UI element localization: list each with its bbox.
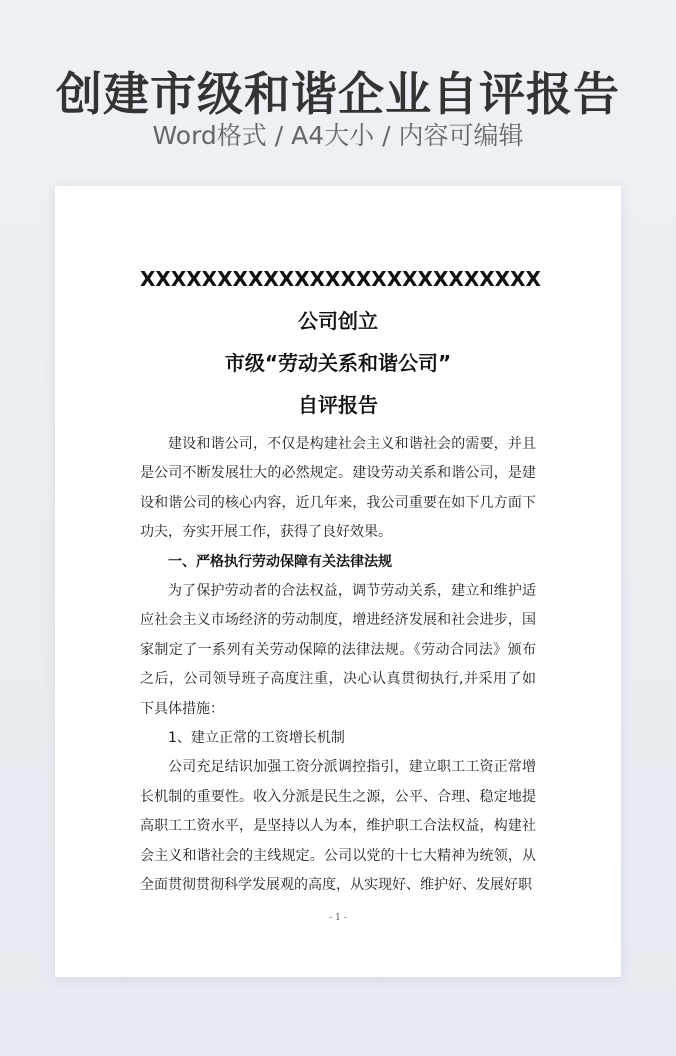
banner-title: 创建市级和谐企业自评报告 [56, 67, 620, 121]
paragraph-laws: 为了保护劳动者的合法权益，调节劳动关系，建立和维护适应社会主义市场经济的劳动制度，增进经济发展和社会进步，国家制定了一系列有关劳动保障的法律法规。《劳动合同法》颁布之后，公司领导班子高度注重，决心认真贯彻执行,并采用了如下具体措施： [140, 583, 536, 717]
paragraph-intro: 建设和谐公司，不仅是构建社会主义和谐社会的需要，并且是公司不断发展壮大的必然规定。建设劳动关系和谐公司，是建设和谐公司的核心内容，近几年来，我公司重要在如下几方面下功夫，夯实开展工作，获得了良好效果。 [140, 436, 536, 541]
paragraph-wages: 公司充足结识加强工资分派调控指引，建立职工工资正常增长机制的重要性。收入分派是民生之源，公平、合理、稳定地提高职工工资水平，是坚持以人为本，维护职工合法权益，构建社会主义和谐社会的主线规定。公司以党的十七大精神为统领，从全面贯彻贯彻科学发展观的高度，从实现好、维护好、发展好职 [140, 759, 536, 894]
page-number: - 1 - [329, 913, 347, 923]
section-heading-1: 一、严格执行劳动保障有关法律法规 [168, 553, 392, 570]
document-body [140, 258, 541, 901]
document-title-line2: 市级“劳动关系和谐公司” [224, 351, 452, 375]
banner-subtitle: Word格式 / A4大小 / 内容可编辑 [152, 121, 524, 150]
document-title-line1: XXXXXXXXXXXXXXXXXXXXXXXXXX 公司创立 [140, 267, 541, 333]
subsection-heading-1: 1、建立正常的工资增长机制 [168, 730, 345, 747]
document-title-line3: 自评报告 [298, 393, 378, 417]
